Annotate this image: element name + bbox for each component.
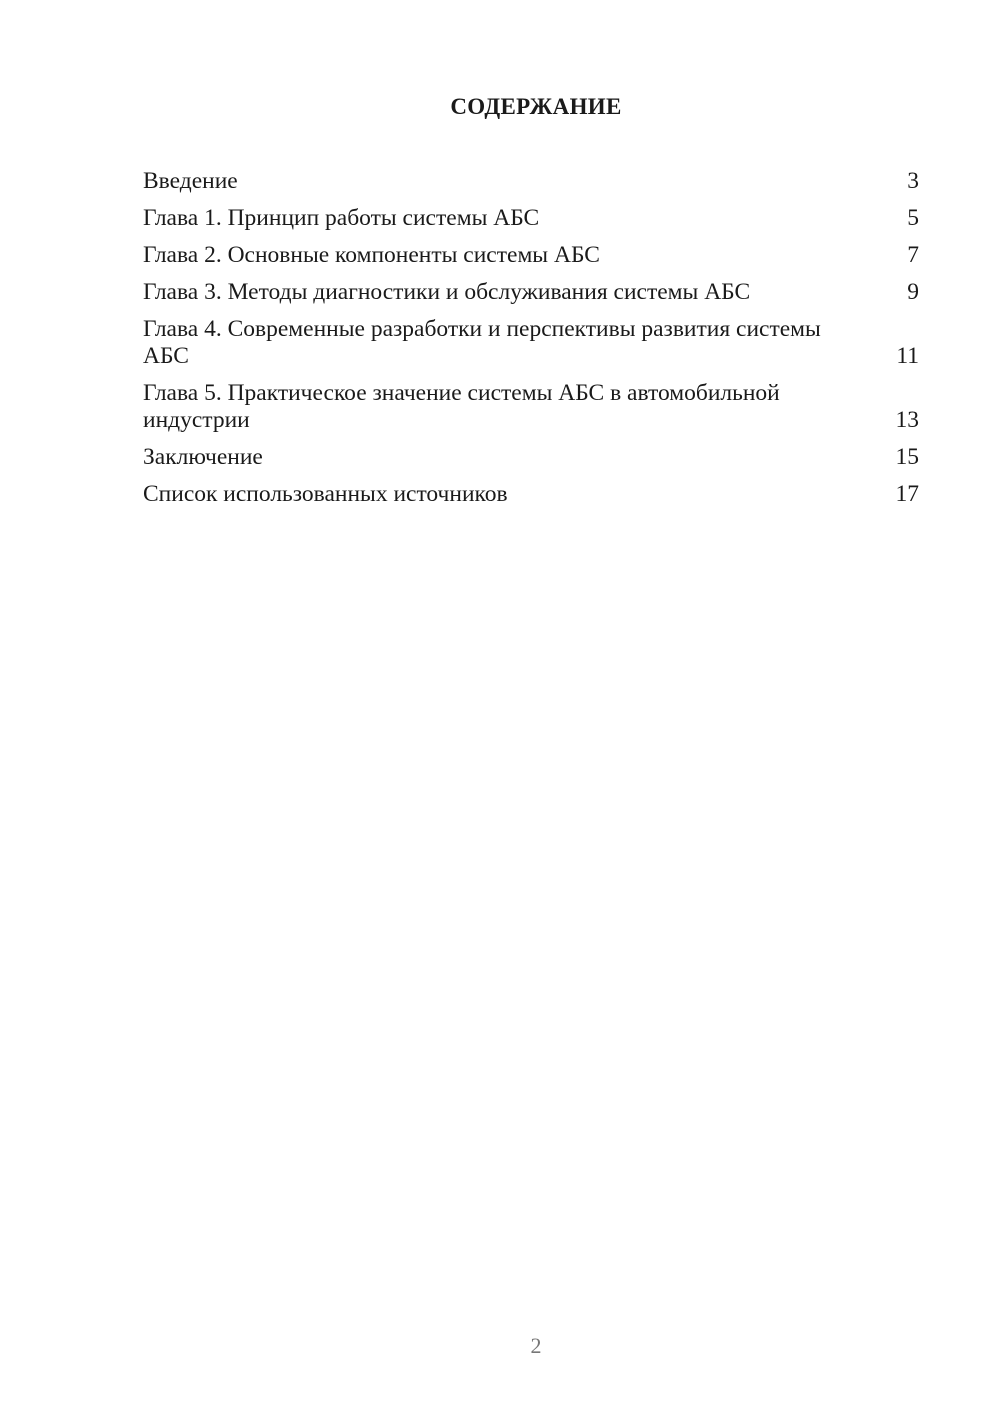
toc-item-title: Глава 1. Принцип работы системы АБС (143, 205, 540, 231)
page-number: 2 (530, 1333, 542, 1358)
toc-item-title: Список использованных источников (143, 481, 508, 507)
toc-item-page: 17 (895, 481, 919, 507)
toc-item-chapter-2 (143, 242, 919, 269)
toc-item-title: Глава 2. Основные компоненты системы АБС (143, 242, 600, 268)
page-title: СОДЕРЖАНИЕ (450, 94, 622, 119)
toc-item-references (143, 481, 919, 508)
toc-item-page: 5 (907, 205, 919, 231)
toc-item-title: Введение (143, 168, 238, 194)
toc-item-title: Заключение (143, 444, 263, 470)
toc-item-conclusion (143, 444, 919, 471)
toc-item-chapter-4 (143, 316, 919, 370)
toc-item-page: 3 (907, 168, 919, 194)
toc-item-page: 13 (895, 407, 919, 433)
toc-item-chapter-5 (143, 380, 919, 434)
toc-item-page: 7 (907, 242, 919, 268)
toc-item-chapter-1 (143, 205, 919, 232)
toc-item-page: 15 (895, 444, 919, 470)
toc-item-page: 9 (907, 279, 919, 305)
toc-item-chapter-3 (143, 279, 919, 306)
toc-item-title: Глава 3. Методы диагностики и обслуживания системы АБС (143, 279, 751, 305)
table-of-contents (143, 168, 919, 518)
toc-item-title: Глава 4. Современные разработки и перспективы развития системы АБС (143, 316, 821, 369)
toc-item-introduction (143, 168, 919, 195)
toc-item-page: 11 (896, 343, 919, 369)
toc-item-title: Глава 5. Практическое значение системы АБС в автомобильной индустрии (143, 380, 780, 433)
